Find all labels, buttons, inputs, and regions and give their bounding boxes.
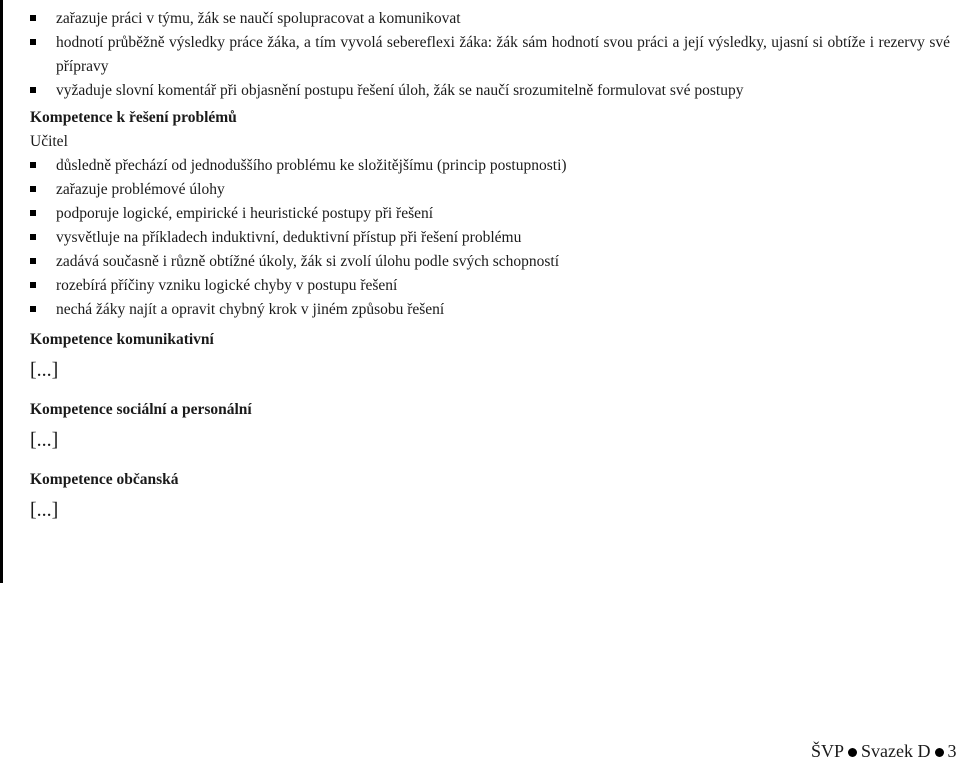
list-item [30,154,950,178]
document-body [30,7,950,538]
square-bullet-icon [30,186,36,192]
list-item-text: zadává současně i různě obtížné úkoly, žák si zvolí úlohu podle svých schopností [56,253,560,270]
list-item [30,274,950,298]
footer-volume-label: Svazek D [861,741,931,761]
list-item-text: zařazuje práci v týmu, žák se naučí spolupracovat a komunikovat [56,10,461,27]
omitted-content-marker: [...] [30,359,59,381]
section-title-social-personal: Kompetence sociální a personální [30,401,252,418]
list-item-text: hodnotí průběžně výsledky práce žáka, a tím vyvolá sebereflexi žáka: žák sám hodnotí svou práci a její výsledky, ujasní si obtíže i rezervy své přípravy [56,34,950,75]
omitted-content-marker: [...] [30,429,59,451]
section-subject: Učitel [30,133,68,150]
list-item [30,202,950,226]
list-item-text: nechá žáky najít a opravit chybný krok v jiném způsobu řešení [56,301,445,318]
list-item [30,7,950,31]
square-bullet-icon [30,258,36,264]
section-title-problem-solving: Kompetence k řešení problémů [30,109,237,126]
list-item-text: důsledně přechází od jednoduššího problému ke složitějšímu (princip postupnosti) [56,157,567,174]
square-bullet-icon [30,15,36,21]
list-item-text: vyžaduje slovní komentář při objasnění postupu řešení úloh, žák se naučí srozumitelně formulovat své postupy [56,82,744,99]
square-bullet-icon [30,162,36,168]
square-bullet-icon [30,87,36,93]
bullet-dot-icon [935,748,944,757]
page-number: 3 [947,741,957,761]
page-footer [811,741,959,762]
list-item-text: podporuje logické, empirické i heuristické postupy při řešení [56,205,434,222]
bullet-list-top [30,7,950,103]
list-item [30,250,950,274]
list-item-text: zařazuje problémové úlohy [56,181,225,198]
list-item [30,298,950,322]
square-bullet-icon [30,39,36,45]
square-bullet-icon [30,234,36,240]
list-item [30,226,950,250]
bullet-dot-icon [848,748,857,757]
left-margin-rule [0,0,3,583]
bullet-list-problem-solving [30,154,950,322]
square-bullet-icon [30,210,36,216]
square-bullet-icon [30,282,36,288]
section-title-communication: Kompetence komunikativní [30,331,214,348]
section-title-civic: Kompetence občanská [30,471,179,488]
square-bullet-icon [30,306,36,312]
footer-doc-label: ŠVP [811,741,845,761]
list-item [30,31,950,79]
omitted-content-marker: [...] [30,499,59,521]
list-item-text: rozebírá příčiny vzniku logické chyby v postupu řešení [56,277,398,294]
list-item [30,178,950,202]
list-item [30,79,950,103]
list-item-text: vysvětluje na příkladech induktivní, deduktivní přístup při řešení problému [56,229,522,246]
